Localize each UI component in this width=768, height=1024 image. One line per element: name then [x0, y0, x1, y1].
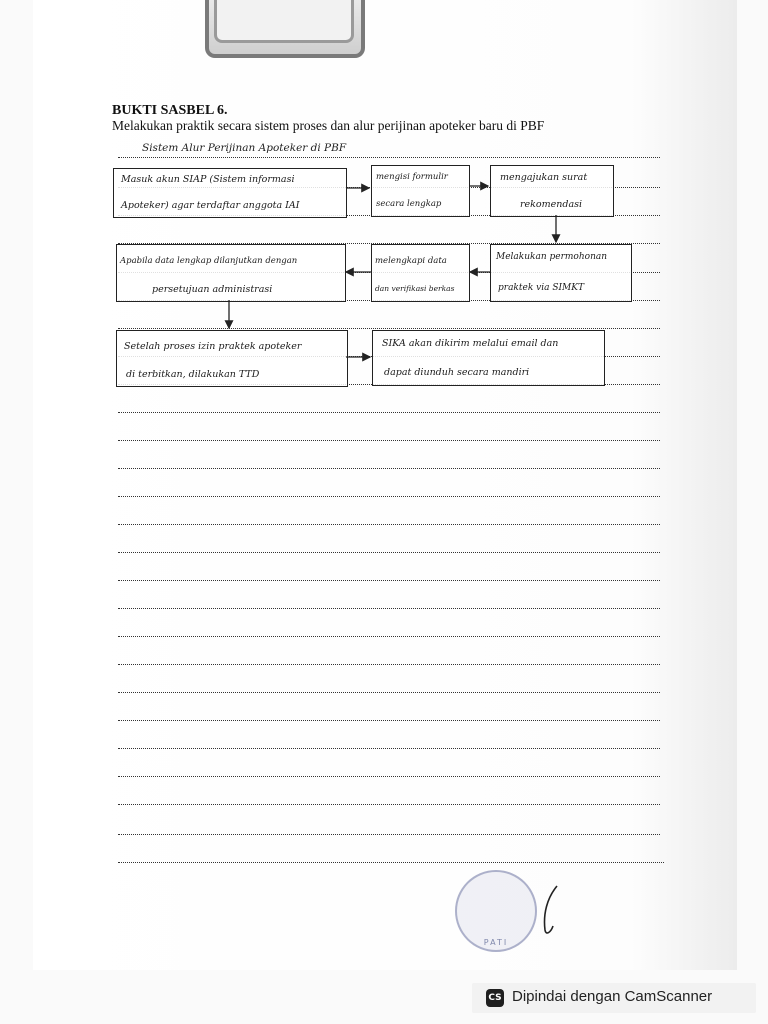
flow-step-1-line1: Masuk akun SIAP (Sistem informasi: [121, 174, 295, 185]
ruled-line: [118, 552, 660, 553]
flow-step-2-line2: secara lengkap: [376, 199, 442, 209]
ruled-line: [118, 412, 660, 413]
ruled-line: [118, 496, 660, 497]
flow-step-3-line1: mengajukan surat: [500, 172, 588, 183]
camscanner-watermark: [472, 983, 756, 1013]
flow-step-4-line1: Melakukan permohonan: [496, 252, 608, 262]
ruled-line: [118, 692, 660, 693]
ruled-line: [118, 608, 660, 609]
flow-step-3-line2: rekomendasi: [520, 199, 583, 210]
ruled-line: [118, 804, 660, 805]
ruled-line: [118, 834, 660, 835]
official-stamp: [455, 870, 537, 952]
flow-step-7-line2: di terbitkan, dilakukan TTD: [126, 369, 260, 380]
flow-step-4-line2: praktek via SIMKT: [498, 283, 584, 293]
flow-arrow-svg: [0, 0, 768, 400]
flow-step-5-line2: dan verifikasi berkas: [375, 284, 455, 293]
camscanner-icon: CS: [486, 989, 504, 1007]
flow-step-6-line1: Apabila data lengkap dilanjutkan dengan: [120, 256, 298, 266]
flow-step-8-line2: dapat diunduh secara mandiri: [384, 367, 530, 378]
flowchart-title: Sistem Alur Perijinan Apoteker di PBF: [142, 142, 347, 154]
document-subheading: Melakukan praktik secara sistem proses dan alur perijinan apoteker baru di PBF: [112, 118, 545, 133]
ruled-line: [118, 748, 660, 749]
ruled-line: [118, 580, 660, 581]
ruled-line: [118, 664, 660, 665]
ruled-line: [118, 636, 660, 637]
signature-icon: [535, 880, 575, 940]
ruled-line: [118, 720, 660, 721]
ruled-line: [118, 440, 660, 441]
stamp-text: PATI: [483, 938, 509, 947]
flow-step-8-line1: SIKA akan dikirim melalui email dan: [382, 338, 559, 349]
camscanner-label: Dipindai dengan CamScanner: [512, 988, 713, 1005]
flow-step-6-line2: persetujuan administrasi: [152, 284, 273, 295]
flow-step-2-line1: mengisi formulir: [376, 172, 448, 182]
ruled-line: [118, 524, 660, 525]
ruled-line: [118, 468, 660, 469]
flow-step-7-line1: Setelah proses izin praktek apoteker: [124, 341, 302, 352]
document-heading: BUKTI SASBEL 6.: [112, 103, 228, 118]
flow-step-5-line1: melengkapi data: [375, 256, 447, 266]
ruled-line: [118, 862, 664, 863]
flow-step-1-line2: Apoteker) agar terdaftar anggota IAI: [121, 200, 300, 211]
ruled-line: [118, 776, 660, 777]
